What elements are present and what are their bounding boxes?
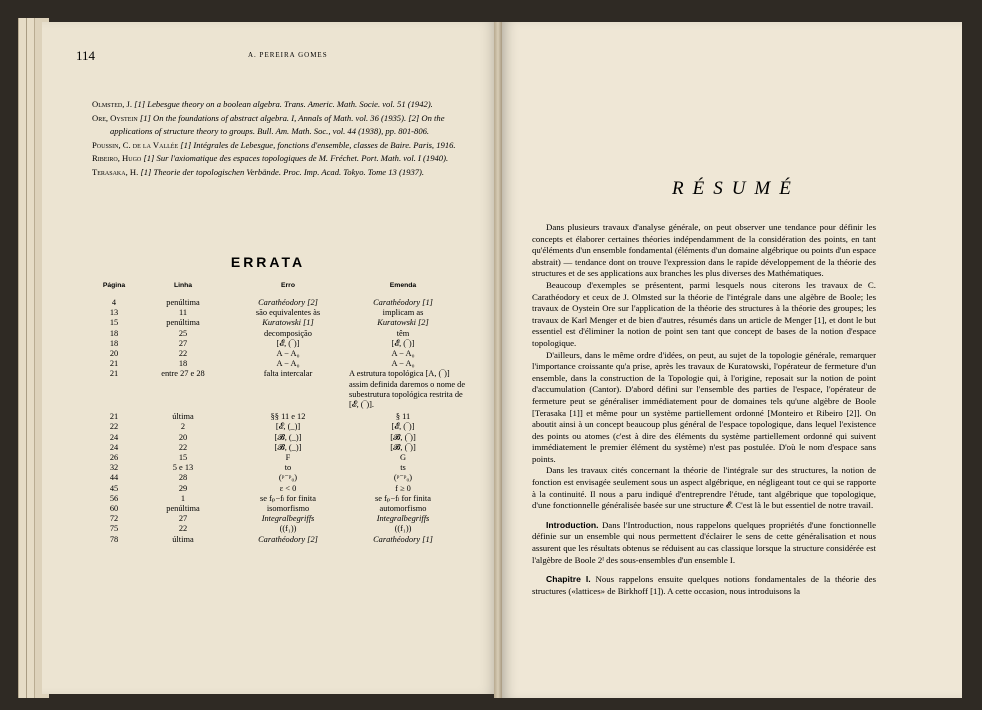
errata-row: [95, 443, 475, 453]
section-text: Dans l'Introduction, nous rappelons quelques propriétés d'une fonctionnelle définie sur un ensemble qui nous permettent d'éclairer le sens de cette généralisation et nous assurent que les résultats obtenus se réduisent au cas classique lorsque la structure considérée est l'algèbre de Boole 2ᴵ des sous-ensembles d'un ensemble I.: [532, 519, 876, 565]
page-number: 114: [76, 48, 96, 63]
errata-correction: G: [399, 453, 407, 463]
errata-line: 5 e 13: [172, 463, 194, 473]
reference-item: Olmsted, J. [1] Lebesgue theory on a boolean algebra. Trans. Americ. Math. Socie. vol. 51 (1942).: [92, 99, 433, 109]
errata-page: 18: [109, 338, 119, 348]
errata-line: 22: [178, 349, 188, 359]
errata-line: 28: [178, 473, 188, 483]
errata-page: 75: [109, 524, 119, 534]
errata-page: 60: [109, 504, 119, 514]
errata-row: [95, 433, 475, 443]
errata-error: ε < 0: [279, 483, 297, 493]
errata-line: penúltima: [166, 298, 200, 307]
errata-line: 11: [178, 308, 188, 318]
errata-correction: [𝓑, (‾)]: [390, 442, 416, 452]
errata-error: Kuratowski [1]: [262, 318, 314, 328]
errata-row: [95, 514, 475, 524]
paragraph: Beaucoup d'exemples se présentent, parmi lesquels nous citerons les travaux de C. Carathéodory et ceux de J. Olmsted sur la théorie de l'intégrale dans une algèbre de Boole; les travaux de Oystein Ore sur l'application de la théorie des structures à la théorie des groupes; les travaux de Karl Menger et de bien d'autres, résumés dans un article de Menger [1], et dont le but essentiel est d'éliminer la notion de point sen tant que concept de bases de la notion d'espace topologique.: [532, 279, 876, 348]
errata-line: 18: [178, 359, 188, 369]
paragraph: D'ailleurs, dans le même ordre d'idées, on peut, au sujet de la topologie générale, remarquer l'importance croissante qu'a prise, après les travaux de Kuratowski, l'opérateur de fermeture d'un ensemble, dans la construction de la Topologie qui, à l'origine, reposait sur la notion de point d'accumulation (Cantor). D'abord défini sur l'ensemble des parties de l'espace, l'opérateur de fermeture peut se généraliser immédiatement pour de domaines tels qu'une algèbre de Boole [Terasaka [1]] et même pour un système partiellement ordonné [Monteiro et Ribeiro [2]]. On aboutit ainsi à un concept beaucoup plus général de l'espace topologique, dans lequel l'existence des points ou atomes (c'est à dire des éléments du système partiellement ordonné qui suivent immédiatement le premier élément du système) n'est pas postulée. D'où le nom d'espace sans points.: [532, 349, 876, 464]
errata-correction: § 11: [395, 412, 411, 422]
errata-row: [95, 463, 475, 473]
errata-line: 29: [178, 483, 188, 493]
errata-table: [95, 282, 475, 545]
errata-page: 56: [109, 493, 119, 503]
errata-correction: [𝓑, (‾)]: [390, 432, 416, 442]
errata-correction: A − A₀: [391, 359, 415, 369]
header-error: Erro: [281, 282, 295, 289]
errata-correction: implicam as: [382, 308, 424, 318]
errata-row: [95, 535, 475, 545]
section-text: Nous rappelons ensuite quelques notions fondamentales de la théorie des structures («lattices» de Birkhoff [1]). A cette occasion, nous introduisons la: [532, 574, 876, 596]
reference-item: Terasaka, H. [1] Theorie der topologischen Verbände. Proc. Imp. Acad. Tokyo. Tome 13 (1937).: [92, 166, 425, 177]
errata-row: [95, 329, 475, 339]
errata-row: [95, 412, 475, 422]
errata-error: Carathéodory [2]: [258, 298, 318, 307]
errata-page: 21: [109, 359, 119, 369]
errata-error: falta intercalar: [263, 369, 313, 379]
errata-correction: Carathéodory [1]: [373, 534, 433, 544]
errata-page: 21: [109, 369, 119, 379]
errata-page: 4: [111, 298, 117, 307]
errata-correction: Integralbegriffs: [376, 514, 430, 524]
header-correction: Emenda: [389, 282, 417, 289]
errata-row: [95, 453, 475, 463]
header-page: Página: [102, 282, 126, 289]
errata-line: penúltima: [166, 318, 200, 328]
errata-page: 15: [109, 318, 119, 328]
errata-row: [95, 494, 475, 504]
errata-line: 27: [178, 514, 188, 524]
errata-page: 44: [109, 473, 119, 483]
errata-line: 22: [178, 442, 188, 452]
errata-error: ((f₁)): [279, 524, 297, 534]
errata-correction: têm: [396, 328, 410, 338]
errata-error: Integralbegriffs: [261, 514, 315, 524]
errata-row: [95, 473, 475, 483]
reference-item: Poussin, C. de la Vallée [1] Intégrales de Lebesgue, fonctions d'ensemble, classes de Baire. Paris, 1916.: [92, 139, 456, 150]
errata-page: 22: [109, 422, 119, 432]
errata-error: §§ 11 e 12: [270, 412, 306, 422]
reference-item: Ore, Oystein [1] On the foundations of abstract algebra. I, Annals of Math. vol. 36 (1935). [2] On the applications of structure theory to groups. Bull. Am. Math. Soc., vol. 44 (1938), pp. 801-806.: [92, 112, 445, 137]
errata-error: F: [285, 453, 291, 463]
errata-page: 24: [109, 432, 119, 442]
errata-correction: [𝓔, (‾)]: [391, 338, 415, 348]
errata-page: 32: [109, 463, 119, 473]
reference-item: Ribeiro, Hugo [1] Sur l'axiomatique des espaces topologiques de M. Fréchet. Port. Math. vol. I (1940).: [92, 153, 449, 164]
errata-row: [95, 484, 475, 494]
errata-row: [95, 369, 475, 410]
errata-correction: A − A₀: [391, 349, 415, 359]
errata-error: to: [284, 463, 292, 473]
errata-error: [𝓑, (_)]: [274, 442, 302, 452]
errata-row: [95, 308, 475, 318]
errata-row: [95, 504, 475, 514]
errata-line: 2: [180, 422, 186, 432]
errata-line: entre 27 e 28: [161, 369, 205, 379]
errata-row: [95, 298, 475, 308]
errata-row: [95, 422, 475, 432]
errata-line: 20: [178, 432, 188, 442]
resume-body: [532, 222, 876, 597]
errata-page: 45: [109, 483, 119, 493]
errata-page: 78: [109, 534, 119, 544]
running-head: A. PEREIRA GOMES: [248, 51, 328, 59]
errata-line: última: [172, 412, 194, 422]
errata-correction: Kuratowski [2]: [377, 318, 429, 328]
errata-error: se fₚ−fₗ for finita: [260, 493, 316, 503]
errata-correction: se fₚ−fₗ for finita: [375, 493, 431, 503]
errata-page: 13: [109, 308, 119, 318]
errata-error: são equivalentes às: [255, 308, 321, 318]
errata-line: penúltima: [166, 504, 200, 514]
book-gutter: [494, 22, 502, 698]
errata-error: decomposição: [264, 328, 312, 338]
errata-line: 15: [178, 453, 188, 463]
errata-page: 26: [109, 453, 119, 463]
errata-correction: ts: [400, 463, 406, 473]
errata-correction: f ≥ 0: [395, 483, 411, 493]
errata-row: [95, 359, 475, 369]
errata-page: 20: [109, 349, 119, 359]
errata-row: [95, 339, 475, 349]
reference-list: [92, 98, 472, 180]
errata-error: [𝓑, (_)]: [274, 432, 302, 442]
errata-header-row: [95, 282, 475, 298]
section-chapter-1: [532, 574, 876, 597]
errata-line: 25: [178, 328, 188, 338]
errata-line: última: [172, 534, 194, 544]
errata-error: [𝓔, (‾)]: [276, 338, 300, 348]
errata-correction: A estrutura topológica [A, (‾)] assim definida daremos o nome de subestrutura topológica restrita de [𝓔, (‾)].: [349, 369, 466, 410]
errata-line: 22: [178, 524, 188, 534]
errata-row: [95, 318, 475, 328]
errata-page: 72: [109, 514, 119, 524]
errata-correction: (ᵖ⁻ᵖ₀): [393, 473, 413, 483]
errata-correction: automorfismo: [379, 504, 427, 514]
errata-title: ERRATA: [230, 254, 306, 270]
header-line: Linha: [173, 282, 193, 289]
errata-page: 21: [109, 412, 119, 422]
errata-correction: [𝓔, (‾)]: [391, 422, 415, 432]
errata-correction: Carathéodory [1]: [373, 298, 433, 307]
errata-page: 24: [109, 442, 119, 452]
errata-error: isomorfismo: [266, 504, 310, 514]
errata-row: [95, 524, 475, 534]
section-introduction: [532, 520, 876, 566]
errata-error: [𝓔, (_)]: [275, 422, 301, 432]
errata-body: [95, 298, 475, 545]
paragraph: Dans plusieurs travaux d'analyse générale, on peut observer une tendance pour définir les concepts et élaborer certaines théories indépendamment de la considération des points, en tant qu'éléments d'un ensemble fondamental (éléments d'un domaine algébrique ou points d'un espace abstrait) — tendance dont on trouve l'expression dans le rapide développement de la théorie des structures et de ses applications aux branches les plus diverses des Mathématiques.: [532, 222, 876, 279]
errata-line: 27: [178, 338, 188, 348]
errata-row: [95, 349, 475, 359]
errata-error: Carathéodory [2]: [258, 534, 318, 544]
errata-error: (ᵖ⁻ᵖ₀): [278, 473, 298, 483]
errata-correction: ((f₁)): [394, 524, 412, 534]
errata-line: 1: [180, 493, 186, 503]
section-heading: Introduction.: [546, 519, 599, 530]
errata-page: 18: [109, 328, 119, 338]
errata-error: A − A₀: [276, 359, 300, 369]
resume-title: RÉSUMÉ: [672, 178, 800, 199]
errata-error: A − A₀: [276, 349, 300, 359]
section-heading: Chapitre I.: [546, 574, 591, 585]
paragraph: Dans les travaux cités concernant la théorie de l'intégrale sur des structures, la notion de fonction est envisagée seulement sous un aspect algébrique, en négligeant tout ce qui se rapporte à la continuité. Il nous a paru indiqué d'entreprendre l'étude, tant algébrique que topologique, d'une fonctionnelle généralisée basée sur une structure 𝓔. C'est là le but essentiel de notre travail.: [532, 465, 876, 511]
